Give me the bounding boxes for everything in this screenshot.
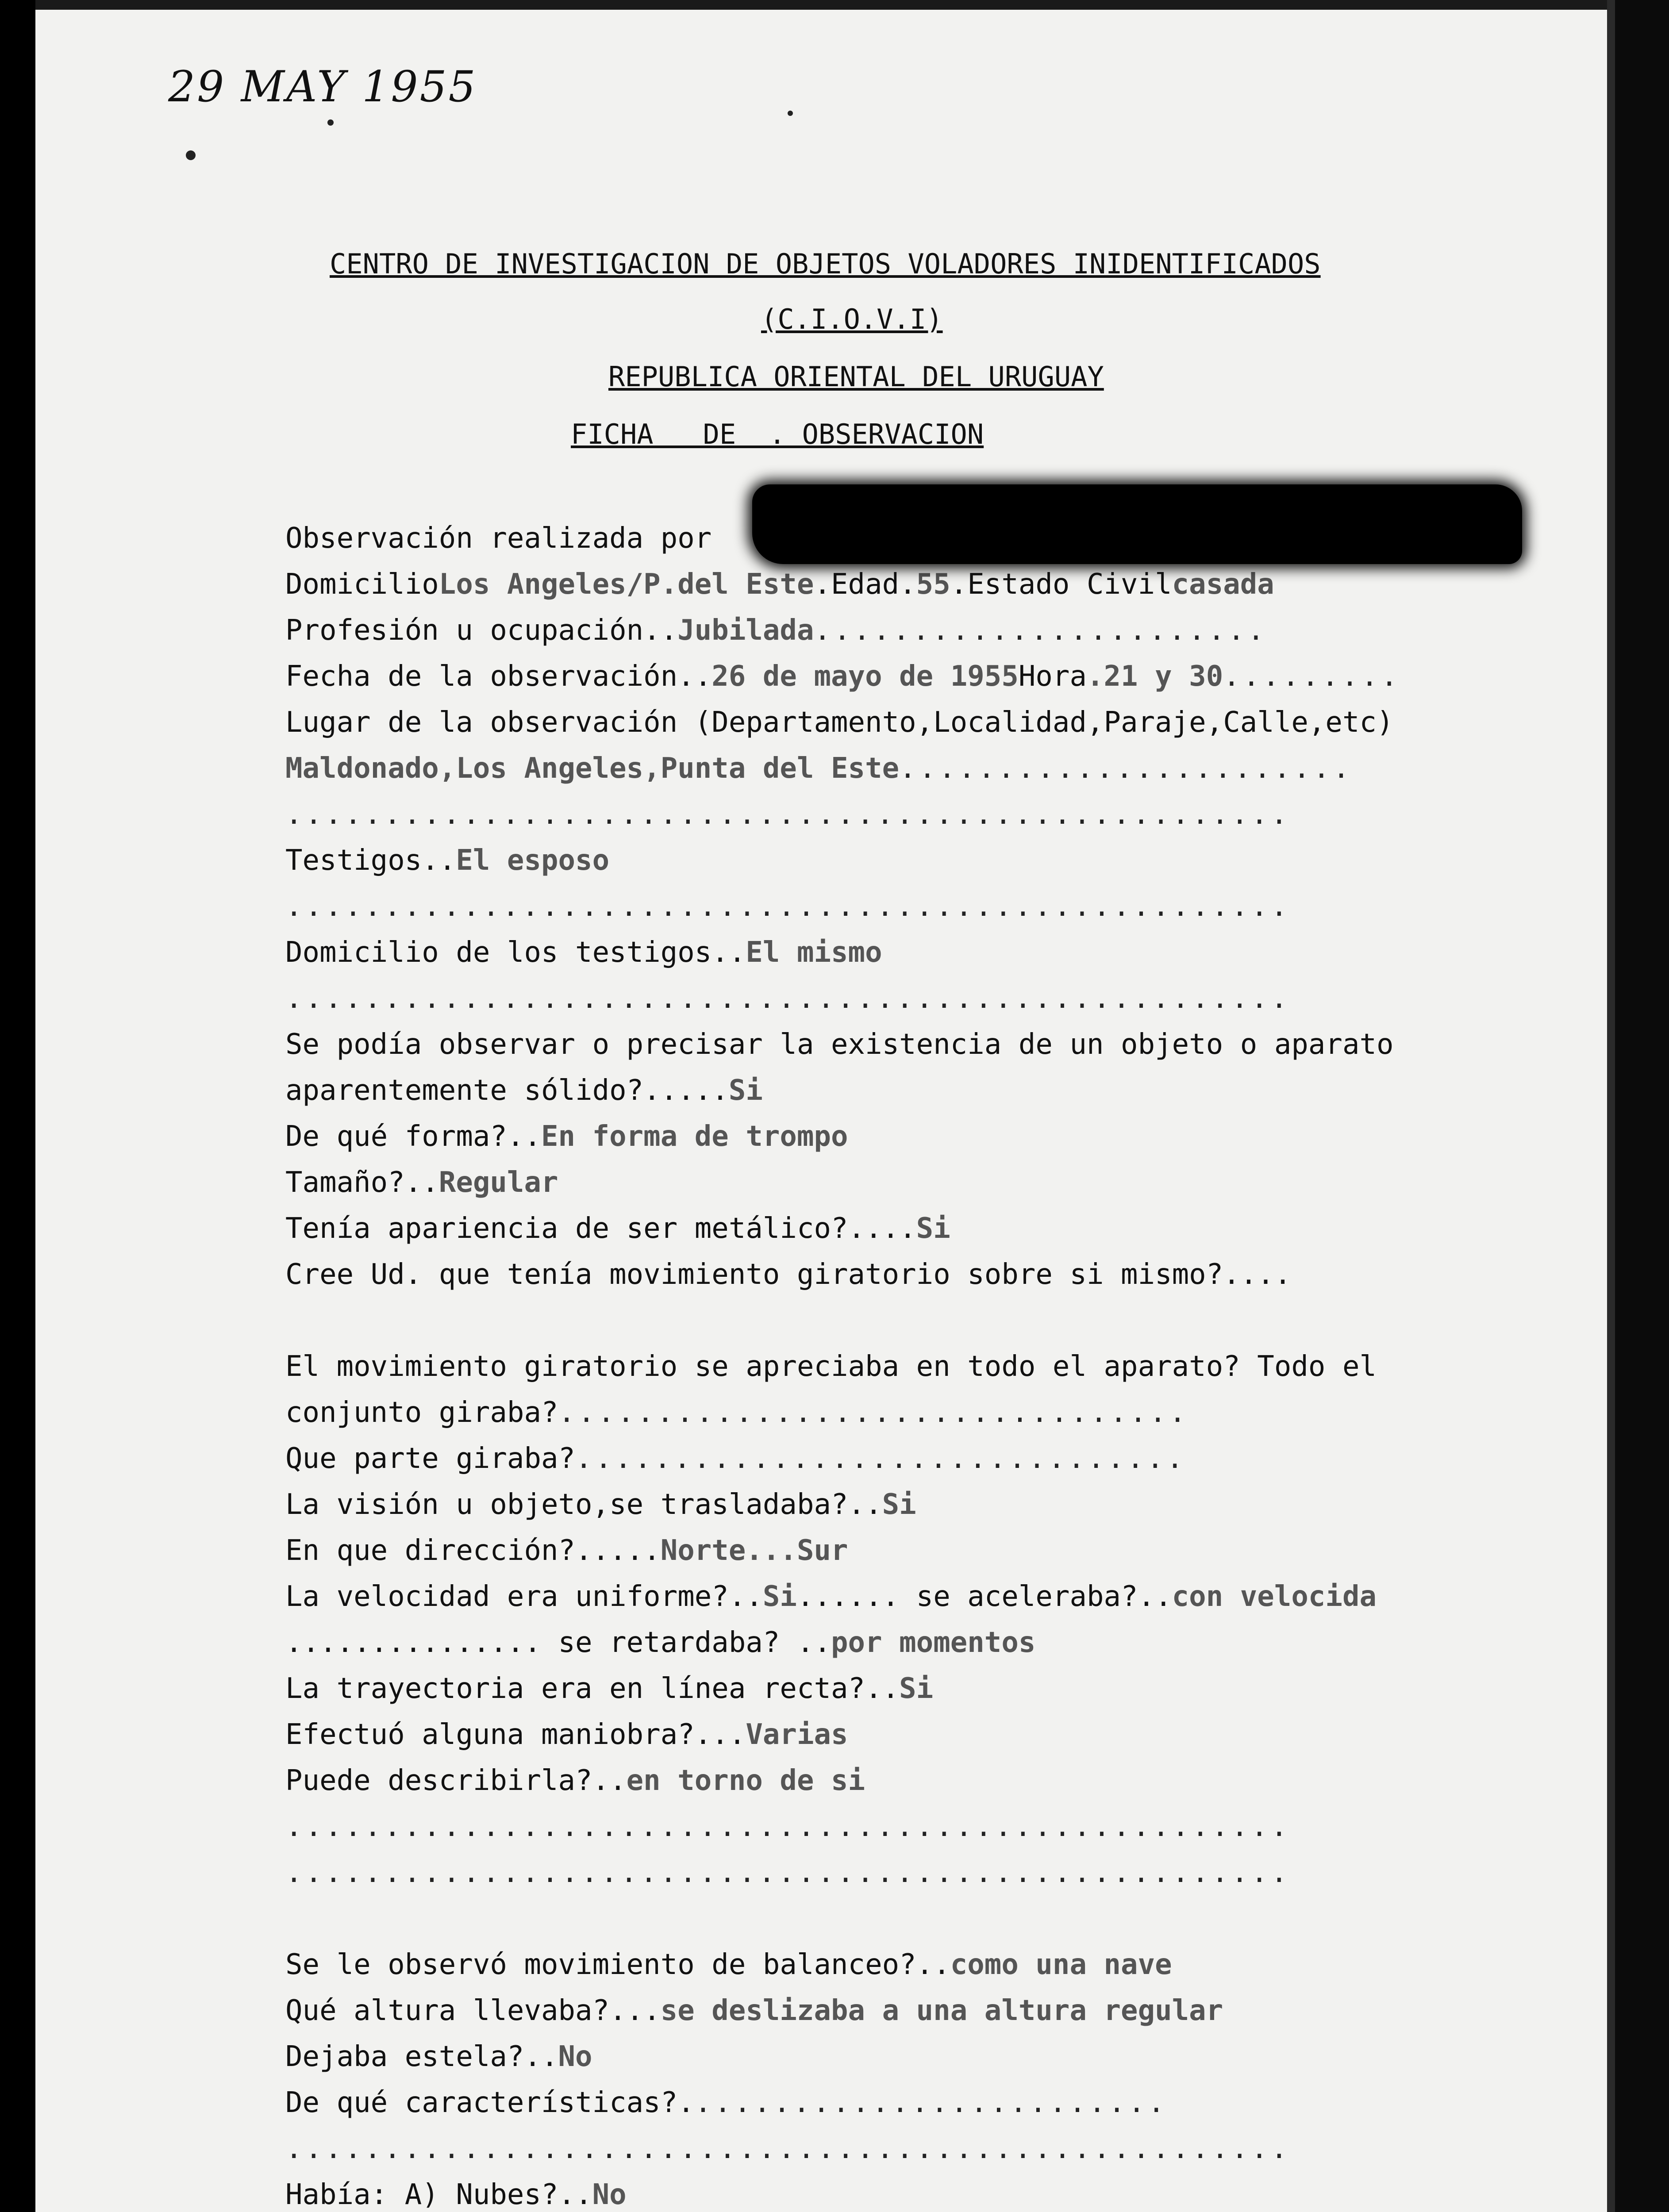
form-row bbox=[285, 1534, 848, 1567]
dot-leader: ........................ bbox=[694, 2086, 1168, 2119]
answer-value: Norte...Sur bbox=[660, 1534, 848, 1567]
form-row bbox=[285, 1856, 1290, 1889]
question-label: aparentemente sólido?..... bbox=[285, 1074, 729, 1107]
question-label: Que parte giraba? bbox=[285, 1442, 576, 1475]
question-label: Tenía apariencia de ser metálico?.... bbox=[285, 1212, 916, 1245]
answer-value: 55 bbox=[916, 568, 950, 601]
form-row bbox=[285, 1718, 848, 1751]
question-label: .Estado Civil bbox=[950, 568, 1172, 601]
answer-value: Los Angeles/P.del Este bbox=[438, 568, 814, 601]
scan-speck bbox=[186, 150, 196, 160]
org-abbr: (C.I.O.V.I) bbox=[761, 303, 943, 335]
question-label: Observación realizada por bbox=[285, 522, 712, 555]
question-label: Domicilio de los testigos.. bbox=[285, 936, 746, 969]
answer-value: se deslizaba a una altura regular bbox=[660, 1994, 1223, 2027]
answer-value: .21 y 30 bbox=[1086, 660, 1223, 693]
form-row bbox=[285, 660, 1400, 693]
scan-border-right bbox=[1615, 0, 1669, 2212]
form-row bbox=[285, 982, 1290, 1015]
form-row bbox=[285, 1028, 1394, 1061]
form-row bbox=[285, 706, 1394, 739]
dot-leader: ................................................... bbox=[285, 1810, 1291, 1843]
form-row bbox=[285, 1258, 1291, 1291]
dot-leader: ................................................... bbox=[285, 1856, 1291, 1889]
question-label: Puede describirla?.. bbox=[285, 1764, 627, 1797]
dot-leader: ................................................... bbox=[285, 982, 1291, 1015]
form-row bbox=[285, 1442, 1186, 1475]
form-row bbox=[285, 798, 1290, 831]
scan-border-top bbox=[35, 0, 1615, 10]
question-label: La velocidad era uniforme?.. bbox=[285, 1580, 763, 1613]
form-row bbox=[285, 522, 711, 555]
answer-value: casada bbox=[1172, 568, 1274, 601]
question-label: Se le observó movimiento de balanceo?.. bbox=[285, 1948, 950, 1981]
question-label: La visión u objeto,se trasladaba?.. bbox=[285, 1488, 882, 1521]
question-label: Había: A) Nubes?.. bbox=[285, 2178, 592, 2211]
answer-value: Maldonado,Los Angeles,Punta del Este bbox=[285, 752, 900, 785]
question-label: Domicilio bbox=[285, 568, 439, 601]
org-title: CENTRO DE INVESTIGACION DE OBJETOS VOLADORES INIDENTIFICADOS bbox=[330, 248, 1321, 280]
form-row bbox=[285, 614, 1267, 647]
form-row bbox=[285, 1396, 1189, 1429]
form-row bbox=[285, 2086, 1168, 2119]
question-label: Testigos.. bbox=[285, 844, 456, 877]
question-label: De qué forma?.. bbox=[285, 1120, 541, 1153]
question-label: La trayectoria era en línea recta?.. bbox=[285, 1672, 900, 1705]
country-title: REPUBLICA ORIENTAL DEL URUGUAY bbox=[608, 361, 1104, 393]
question-label: Qué altura llevaba?... bbox=[285, 1994, 661, 2027]
form-row bbox=[285, 844, 609, 877]
question-label: .Edad. bbox=[814, 568, 916, 601]
form-row bbox=[285, 2132, 1290, 2165]
form-row bbox=[285, 1350, 1377, 1383]
question-label: Cree Ud. que tenía movimiento giratorio sobre si mismo?.... bbox=[285, 1258, 1292, 1291]
form-row bbox=[285, 1764, 865, 1797]
answer-value: en torno de si bbox=[626, 1764, 865, 1797]
redaction-mark bbox=[752, 484, 1522, 564]
dot-leader: ................................................... bbox=[285, 2132, 1291, 2165]
scan-edge bbox=[1607, 0, 1615, 2212]
form-row bbox=[285, 890, 1290, 923]
form-title: FICHA DE . OBSERVACION bbox=[571, 418, 984, 450]
form-row bbox=[285, 568, 1274, 601]
question-label: Fecha de la observación.. bbox=[285, 660, 712, 693]
form-row bbox=[285, 1166, 558, 1199]
form-row bbox=[285, 1672, 933, 1705]
dot-leader: ......... bbox=[1223, 660, 1400, 693]
answer-value: No bbox=[592, 2178, 627, 2211]
form-row bbox=[285, 1212, 950, 1245]
answer-value: Si bbox=[762, 1580, 797, 1613]
dot-leader: ................................ bbox=[558, 1396, 1189, 1429]
answer-value: Si bbox=[899, 1672, 934, 1705]
dot-leader: ................................................... bbox=[285, 798, 1291, 831]
form-row bbox=[285, 1810, 1290, 1843]
answer-value: por momentos bbox=[831, 1626, 1036, 1659]
answer-value: como una nave bbox=[950, 1948, 1172, 1981]
answer-value: El mismo bbox=[746, 936, 882, 969]
form-row bbox=[285, 1994, 1223, 2027]
form-row bbox=[285, 936, 882, 969]
question-label: Dejaba estela?.. bbox=[285, 2040, 558, 2073]
form-row bbox=[285, 1120, 848, 1153]
form-row bbox=[285, 1626, 1035, 1659]
form-row bbox=[285, 2040, 592, 2073]
answer-value: Regular bbox=[438, 1166, 558, 1199]
answer-value: Jubilada bbox=[677, 614, 814, 647]
answer-value: No bbox=[558, 2040, 592, 2073]
dot-leader: ................................................... bbox=[285, 890, 1291, 923]
scan-speck bbox=[788, 111, 793, 116]
dot-leader: ............................... bbox=[575, 1442, 1186, 1475]
form-row bbox=[285, 752, 1352, 785]
answer-value: Si bbox=[882, 1488, 916, 1521]
question-label: Efectuó alguna maniobra?... bbox=[285, 1718, 746, 1751]
question-label: Profesión u ocupación.. bbox=[285, 614, 678, 647]
scan-speck bbox=[327, 119, 334, 126]
question-label: Hora bbox=[1018, 660, 1087, 693]
question-label: conjunto giraba? bbox=[285, 1396, 558, 1429]
form-row bbox=[285, 1488, 916, 1521]
answer-value: Varias bbox=[746, 1718, 848, 1751]
form-row bbox=[285, 1580, 1377, 1613]
question-label: ...... se aceleraba?.. bbox=[796, 1580, 1172, 1613]
dot-leader: ....................... bbox=[899, 752, 1353, 785]
answer-value: En forma de trompo bbox=[541, 1120, 848, 1153]
question-label: Tamaño?.. bbox=[285, 1166, 439, 1199]
answer-value: 26 de mayo de 1955 bbox=[711, 660, 1019, 693]
form-row bbox=[285, 1948, 1172, 1981]
question-label: Se podía observar o precisar la existencia de un objeto o aparato bbox=[285, 1028, 1394, 1061]
question-label: En que dirección?..... bbox=[285, 1534, 661, 1567]
question-label: Lugar de la observación (Departamento,Localidad,Paraje,Calle,etc) bbox=[285, 706, 1394, 739]
dot-leader: ....................... bbox=[814, 614, 1267, 647]
answer-value: Si bbox=[916, 1212, 950, 1245]
form-row bbox=[285, 2178, 627, 2211]
question-label: El movimiento giratorio se apreciaba en todo el aparato? Todo el bbox=[285, 1350, 1377, 1383]
answer-value: Si bbox=[728, 1074, 763, 1107]
handwritten-date: 29 MAY 1955 bbox=[168, 62, 477, 111]
form-row bbox=[285, 1074, 763, 1107]
question-label: De qué características?. bbox=[285, 2086, 695, 2119]
answer-value: con velocida bbox=[1172, 1580, 1377, 1613]
answer-value: El esposo bbox=[456, 844, 610, 877]
question-label: ............... se retardaba? .. bbox=[285, 1626, 831, 1659]
